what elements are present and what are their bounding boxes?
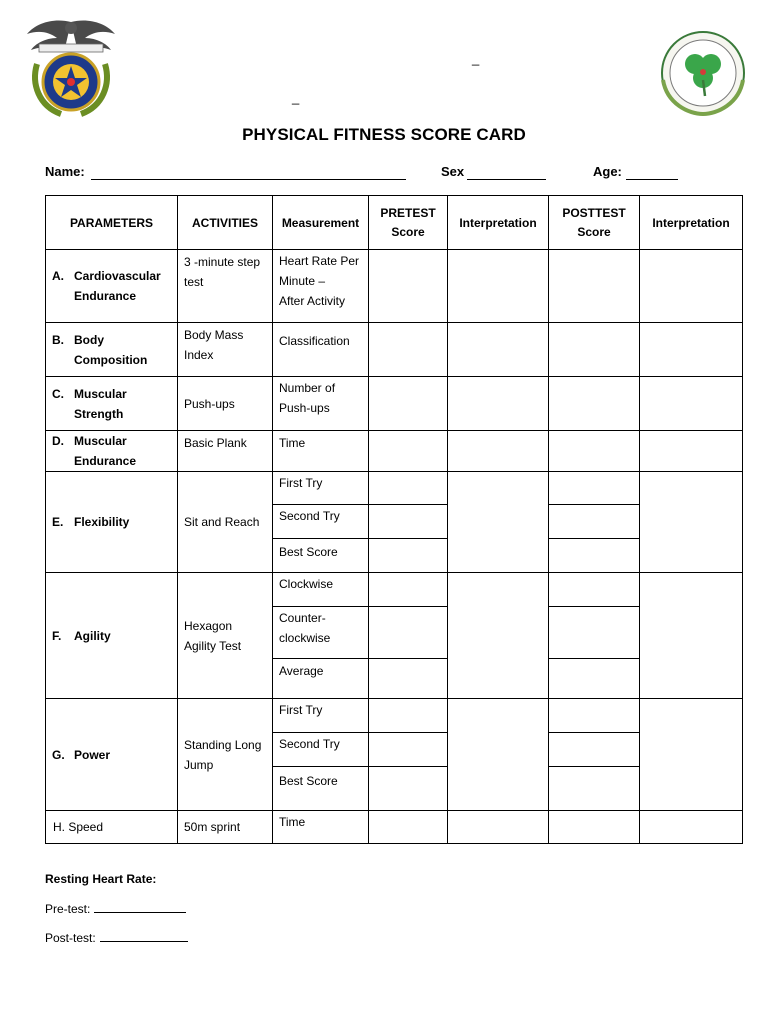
- posttest-score-cell[interactable]: [549, 431, 640, 472]
- interpretation-cell[interactable]: [640, 699, 743, 811]
- sex-field[interactable]: [467, 179, 546, 180]
- table-row: [46, 573, 743, 607]
- param-cell: F. Agility: [46, 573, 178, 699]
- measurement-cell: Heart Rate Per Minute – After Activity: [273, 250, 369, 323]
- measurement-cell: Time: [273, 811, 369, 844]
- table-row: [46, 323, 743, 377]
- pretest-line: [45, 902, 186, 916]
- param-cell: C. Muscular Strength: [46, 377, 178, 431]
- header-parameters: PARAMETERS: [46, 196, 178, 250]
- interpretation-cell[interactable]: [640, 573, 743, 699]
- sex-label: Sex: [441, 164, 465, 179]
- interpretation-cell[interactable]: [448, 431, 549, 472]
- header-interpretation-post: Interpretation: [640, 196, 743, 250]
- age-field[interactable]: [626, 179, 678, 180]
- param-cell: H. Speed: [46, 811, 178, 844]
- activity-cell: Basic Plank: [178, 431, 273, 472]
- posttest-score-cell[interactable]: [549, 377, 640, 431]
- header-activities: ACTIVITIES: [178, 196, 273, 250]
- table-header-row: [46, 196, 743, 250]
- pretest-score-cell[interactable]: [369, 659, 448, 699]
- measurement-cell: Classification: [273, 323, 369, 377]
- pretest-score-cell[interactable]: [369, 539, 448, 573]
- measurement-cell: Average: [273, 659, 369, 699]
- pretest-score-cell[interactable]: [369, 699, 448, 733]
- activity-cell: Sit and Reach: [178, 472, 273, 573]
- activity-cell: Push-ups: [178, 377, 273, 431]
- interpretation-cell[interactable]: [640, 472, 743, 573]
- posttest-score-cell[interactable]: [549, 505, 640, 539]
- posttest-score-cell[interactable]: [549, 767, 640, 811]
- page-title: PHYSICAL FITNESS SCORE CARD: [242, 125, 526, 144]
- header-measurement: Measurement: [273, 196, 369, 250]
- interpretation-cell[interactable]: [448, 323, 549, 377]
- table-row: [46, 811, 743, 844]
- interpretation-cell[interactable]: [640, 811, 743, 844]
- header-mark: _: [472, 51, 480, 66]
- posttest-label: Post-test:: [45, 931, 96, 945]
- name-field[interactable]: [91, 179, 406, 180]
- table-row: [46, 431, 743, 472]
- pretest-score-cell[interactable]: [369, 573, 448, 607]
- pretest-score-cell[interactable]: [369, 250, 448, 323]
- college-shamrock-seal-icon: [655, 30, 751, 116]
- interpretation-cell[interactable]: [448, 250, 549, 323]
- measurement-cell: Time: [273, 431, 369, 472]
- activity-cell: Standing Long Jump: [178, 699, 273, 811]
- posttest-line: [45, 931, 188, 945]
- interpretation-cell[interactable]: [640, 431, 743, 472]
- header-interpretation-pre: Interpretation: [448, 196, 549, 250]
- interpretation-cell[interactable]: [640, 323, 743, 377]
- pretest-score-cell[interactable]: [369, 505, 448, 539]
- posttest-score-cell[interactable]: [549, 607, 640, 659]
- score-table: [45, 195, 743, 844]
- table-row: [46, 699, 743, 733]
- interpretation-cell[interactable]: [640, 250, 743, 323]
- pretest-score-cell[interactable]: [369, 472, 448, 505]
- posttest-score-cell[interactable]: [549, 323, 640, 377]
- posttest-score-cell[interactable]: [549, 811, 640, 844]
- activity-cell: 50m sprint: [178, 811, 273, 844]
- measurement-cell: Best Score: [273, 767, 369, 811]
- interpretation-cell[interactable]: [448, 699, 549, 811]
- interpretation-cell[interactable]: [448, 472, 549, 573]
- interpretation-cell[interactable]: [448, 811, 549, 844]
- interpretation-cell[interactable]: [448, 377, 549, 431]
- measurement-cell: Second Try: [273, 733, 369, 767]
- param-cell: D. Muscular Endurance: [46, 431, 178, 472]
- posttest-score-cell[interactable]: [549, 699, 640, 733]
- param-cell: A. Cardiovascular Endurance: [46, 250, 178, 323]
- pretest-score-cell[interactable]: [369, 811, 448, 844]
- eagle-seal-icon: [25, 14, 117, 120]
- posttest-field[interactable]: [100, 931, 188, 942]
- posttest-score-cell[interactable]: [549, 659, 640, 699]
- param-cell: G. Power: [46, 699, 178, 811]
- param-cell: E. Flexibility: [46, 472, 178, 573]
- table-row: [46, 377, 743, 431]
- pretest-score-cell[interactable]: [369, 323, 448, 377]
- header-posttest-score: POSTTEST Score: [549, 196, 640, 250]
- table-row: [46, 250, 743, 323]
- measurement-cell: First Try: [273, 699, 369, 733]
- posttest-score-cell[interactable]: [549, 539, 640, 573]
- measurement-cell: Best Score: [273, 539, 369, 573]
- activity-cell: Body Mass Index: [178, 323, 273, 377]
- measurement-cell: First Try: [273, 472, 369, 505]
- name-label: Name:: [45, 164, 85, 179]
- posttest-score-cell[interactable]: [549, 472, 640, 505]
- age-label: Age:: [593, 164, 622, 179]
- pretest-label: Pre-test:: [45, 902, 91, 916]
- activity-cell: 3 -minute step test: [178, 250, 273, 323]
- personal-info-row: [0, 162, 768, 184]
- pretest-score-cell[interactable]: [369, 767, 448, 811]
- activity-cell: Hexagon Agility Test: [178, 573, 273, 699]
- pretest-score-cell[interactable]: [369, 431, 448, 472]
- posttest-score-cell[interactable]: [549, 250, 640, 323]
- interpretation-cell[interactable]: [640, 377, 743, 431]
- pretest-score-cell[interactable]: [369, 377, 448, 431]
- header-mark: _: [292, 90, 300, 105]
- posttest-score-cell[interactable]: [549, 733, 640, 767]
- measurement-cell: Counter- clockwise: [273, 607, 369, 659]
- header-pretest-score: PRETEST Score: [369, 196, 448, 250]
- measurement-cell: Number of Push-ups: [273, 377, 369, 431]
- measurement-cell: Clockwise: [273, 573, 369, 607]
- resting-heart-rate-title: Resting Heart Rate:: [45, 872, 157, 886]
- param-cell: B. Body Composition: [46, 323, 178, 377]
- posttest-score-cell[interactable]: [549, 573, 640, 607]
- pretest-field[interactable]: [94, 902, 186, 913]
- table-row: [46, 472, 743, 505]
- measurement-cell: Second Try: [273, 505, 369, 539]
- pretest-score-cell[interactable]: [369, 607, 448, 659]
- pretest-score-cell[interactable]: [369, 733, 448, 767]
- interpretation-cell[interactable]: [448, 573, 549, 699]
